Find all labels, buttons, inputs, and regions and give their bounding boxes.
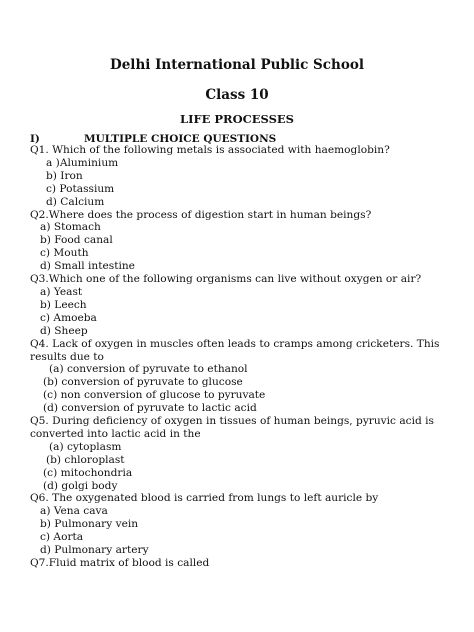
option: d) Sheep [40, 324, 88, 337]
question-text: Q6. The oxygenated blood is carried from lungs to left auricle by [30, 492, 379, 505]
question-text: Q1. Which of the following metals is associated with haemoglobin? [30, 144, 390, 156]
question-item [30, 209, 450, 274]
question-item [30, 557, 450, 570]
option: d) Pulmonary artery [40, 544, 149, 557]
school-name: Delhi International Public School [110, 57, 364, 73]
option: (c) mitochondria [43, 466, 133, 479]
question-text-line: results due to [30, 350, 104, 363]
option: c) Amoeba [40, 311, 97, 324]
option: (d) conversion of pyruvate to lactic acid [43, 402, 257, 415]
question-item [30, 415, 450, 492]
class-heading: Class 10 [205, 87, 269, 103]
option: a) Vena cava [40, 505, 108, 518]
question-text-line: Q5. During deficiency of oxygen in tissues of human beings, pyruvic acid is [30, 415, 434, 428]
question-text-line: Q4. Lack of oxygen in muscles often leads to cramps among cricketers. This [30, 337, 440, 350]
option: b) Leech [40, 298, 87, 311]
option: (d) golgi body [43, 479, 118, 492]
question-item [30, 492, 450, 557]
option: b) Food canal [40, 234, 113, 247]
option: (c) non conversion of glucose to pyruvate [43, 389, 266, 402]
option: (a) cytoplasm [49, 440, 122, 453]
subject-heading: LIFE PROCESSES [180, 112, 294, 126]
option: c) Potassium [46, 182, 115, 195]
option: c) Mouth [40, 247, 89, 260]
question-item [30, 338, 450, 415]
question-list [30, 144, 450, 570]
option: d) Small intestine [40, 260, 135, 273]
option: (b) chloroplast [46, 453, 125, 466]
option: a) Yeast [40, 285, 83, 298]
question-text: Q3.Which one of the following organisms can live without oxygen or air? [30, 273, 422, 286]
question-text-line: converted into lactic acid in the [30, 427, 201, 440]
option: b) Iron [46, 169, 83, 182]
question-item [30, 144, 450, 209]
option: c) Aorta [40, 531, 84, 544]
section-title: MULTIPLE CHOICE QUESTIONS [84, 133, 277, 145]
option: a) Stomach [40, 221, 101, 234]
question-item [30, 273, 450, 338]
question-text: Q7.Fluid matrix of blood is called [30, 557, 210, 569]
option: d) Calcium [46, 195, 105, 208]
option: (b) conversion of pyruvate to glucose [43, 376, 243, 389]
section-number: I) [30, 133, 40, 145]
option: (a) conversion of pyruvate to ethanol [49, 363, 248, 376]
option: a )Aluminium [46, 156, 119, 169]
question-text: Q2.Where does the process of digestion start in human beings? [30, 208, 372, 221]
option: b) Pulmonary vein [40, 518, 139, 531]
